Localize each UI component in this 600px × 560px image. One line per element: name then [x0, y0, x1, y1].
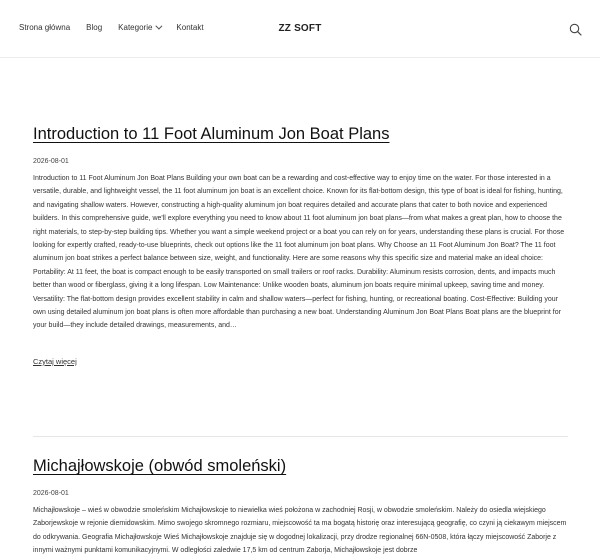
site-logo[interactable]: ZZ SOFT [278, 23, 322, 34]
main-nav [19, 23, 220, 32]
post-date: 2026-08-01 [33, 158, 69, 165]
search-icon[interactable] [569, 23, 582, 36]
post-excerpt: Michajłowskoje – wieś w obwodzie smoleńskim Michajłowskoje to niewielka wieś położona w zachodniej Rosji, w obwodzie smoleńskim. Należy do osiedla wiejskiego Zaborjewskoje w rejonie diemidowskim. Mimo swojego skromnego rozmiaru, miejscowość ta ma bogatą historię oraz interesującą geografię, co czyni ją ciekawym miejscem do odkrywania. Geografia Michajłowskoje Wieś Michajłowskoje znajduje się w dogodnej lokalizacji, przy drodze regionalnej 66N-0508, która łączy miejscowość Zaborje z innymi ważnymi punktami komunikacyjnymi. W odległości zaledwie 17,5 km od centrum Zaborja, Michajłowskoje jest dobrze [33, 507, 567, 555]
nav-categories-dropdown[interactable] [118, 23, 160, 32]
post-title-link[interactable]: Introduction to 11 Foot Aluminum Jon Boat Plans [33, 125, 390, 143]
post-card [33, 124, 568, 369]
post-divider [33, 436, 568, 437]
post-date: 2026-08-01 [33, 490, 69, 497]
nav-home-link[interactable]: Strona główna [19, 23, 71, 32]
nav-contact-link[interactable]: Kontakt [176, 23, 204, 32]
read-more-link[interactable]: Czytaj więcej [33, 356, 77, 366]
nav-categories-label: Kategorie [118, 23, 153, 32]
post-title-link[interactable]: Michajłowskoje (obwód smoleński) [33, 457, 287, 475]
post-excerpt: Introduction to 11 Foot Aluminum Jon Boat Plans Building your own boat can be a rewarding and cost-effective way to enjoy time on the water. For those interested in a versatile, durable, and lightweight vessel, the 11 foot aluminum jon boat is an excellent choice. Known for its flat-bottom design, this type of boat is ideal for fishing, hunting, and navigating shallow waters. However, constructing a high-quality aluminum jon boat requires detailed and accurate plans that cater to both novice and experienced builders. In this comprehensive guide, we'll explore everything you need to know about 11 foot aluminum jon boat plans—from what makes a great plan, how to choose the right materials, to step-by-step building tips. Whether you want a simple weekend project or a boat you can rely on for years, understanding these plans is crucial. For those looking for expertly crafted, ready-to-use blueprints, check out options like the 11 foot aluminum jon boat plans. Why Choose an 11 Foot Aluminum Jon Boat? The 11 foot aluminum jon boat strikes a perfect balance between size, weight, and functionality. Here are some reasons why this specific size and material make an ideal choice: Portability: At 11 feet, the boat is compact enough to be easily transported on small trailers or roof racks. Durability: Aluminum resists corrosion, dents, and impacts much better than wood or fiberglass, giving it a long lifespan. Low Maintenance: Unlike wooden boats, aluminum jon boats require minimal upkeep, saving time and money. Versatility: The flat-bottom design provides excellent stability in calm and shallow waters—perfect for fishing, hunting, or recreational boating. Cost-Effective: Building your own using detailed aluminum jon boat plans is often more affordable than purchasing a new boat. Understanding Aluminum Jon Boat Plans Boat plans are the blueprint for your build—they include detailed drawings, measurements, and… [33, 175, 565, 330]
site-header [0, 0, 600, 58]
nav-blog-link[interactable]: Blog [86, 23, 103, 32]
post-card [33, 456, 568, 558]
chevron-down-icon [156, 23, 163, 30]
